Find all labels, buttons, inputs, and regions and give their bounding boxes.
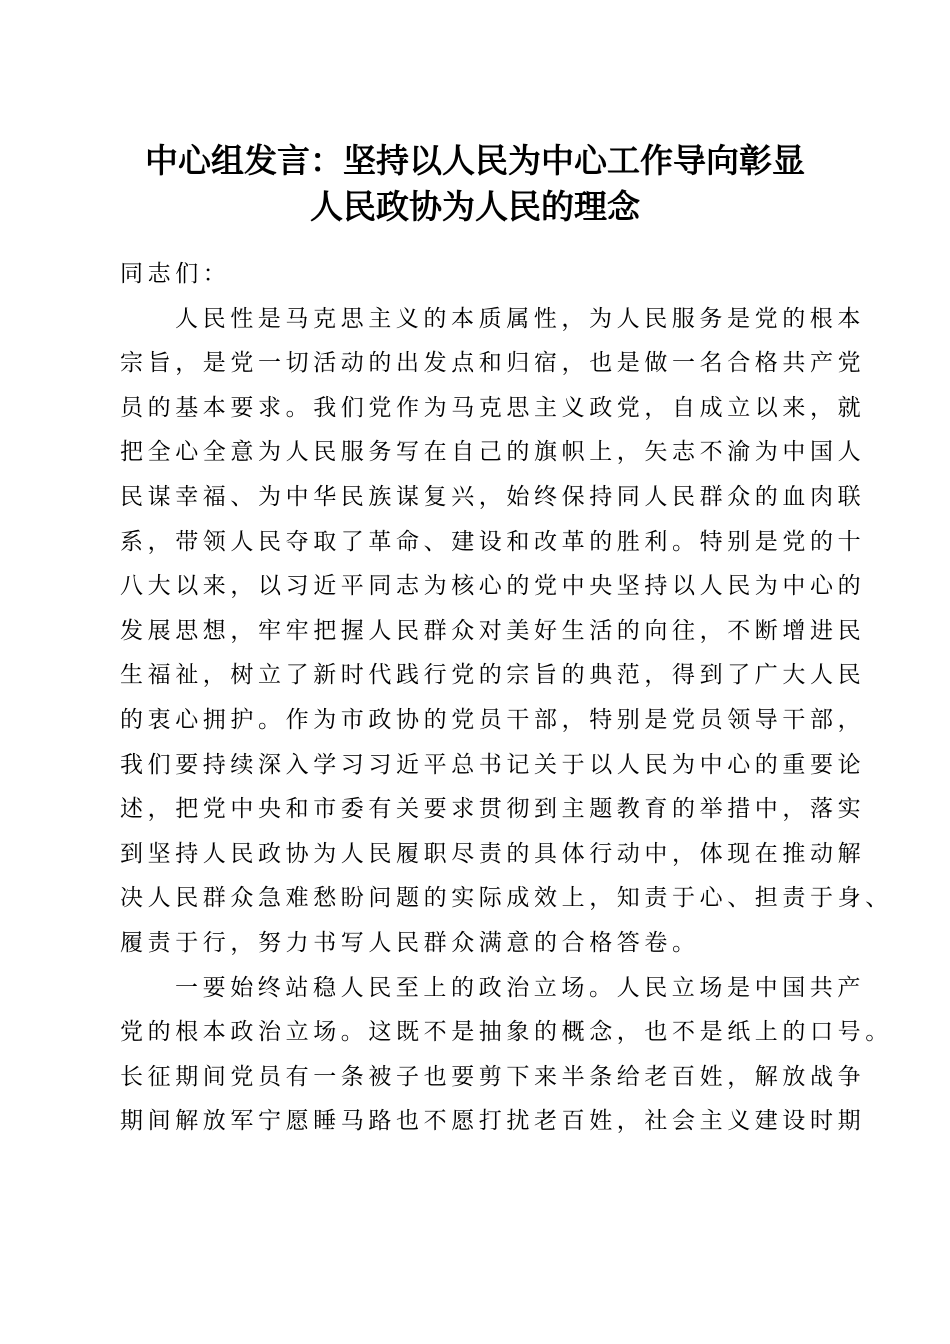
document-body: [120, 252, 893, 1144]
paragraph-line: 述，把党中央和市委有关要求贯彻到主题教育的举措中，落实: [120, 796, 866, 823]
paragraph-line: 系，带领人民夺取了革命、建设和改革的胜利。特别是党的十: [120, 528, 866, 555]
paragraph-line: 八大以来，以习近平同志为核心的党中央坚持以人民为中心的: [120, 573, 866, 600]
paragraph-line: 宗旨，是党一切活动的出发点和归宿，也是做一名合格共产党: [120, 350, 866, 377]
paragraph-line: 发展思想，牢牢把握人民群众对美好生活的向往，不断增进民: [120, 617, 866, 644]
paragraph-2: [120, 966, 893, 1144]
paragraph-line: 长征期间党员有一条被子也要剪下来半条给老百姓，解放战争: [120, 1063, 866, 1090]
paragraph-1: [120, 297, 893, 966]
paragraph-line: 生福祉，树立了新时代践行党的宗旨的典范，得到了广大人民: [120, 662, 866, 689]
paragraph-line: 把全心全意为人民服务写在自己的旗帜上，矢志不渝为中国人: [120, 439, 866, 466]
title-line-2: 人民政协为人民的理念: [310, 187, 640, 226]
paragraph-line: 决人民群众急难愁盼问题的实际成效上，知责于心、担责于身、: [120, 885, 893, 912]
paragraph-line: 一要始终站稳人民至上的政治立场。人民立场是中国共产: [175, 974, 865, 1001]
title-line-1: 中心组发言：坚持以人民为中心工作导向彰显: [145, 141, 805, 180]
paragraph-line: 我们要持续深入学习习近平总书记关于以人民为中心的重要论: [120, 751, 866, 778]
paragraph-line: 履责于行，努力书写人民群众满意的合格答卷。: [120, 929, 700, 956]
paragraph-line: 人民性是马克思主义的本质属性，为人民服务是党的根本: [175, 305, 865, 332]
paragraph-line: 到坚持人民政协为人民履职尽责的具体行动中，体现在推动解: [120, 840, 866, 867]
paragraph-line: 员的基本要求。我们党作为马克思主义政党，自成立以来，就: [120, 394, 866, 421]
salutation: 同志们：: [120, 261, 231, 287]
paragraph-line: 的衷心拥护。作为市政协的党员干部，特别是党员领导干部，: [120, 706, 866, 733]
paragraph-line: 党的根本政治立场。这既不是抽象的概念，也不是纸上的口号。: [120, 1019, 893, 1046]
paragraph-line: 民谋幸福、为中华民族谋复兴，始终保持同人民群众的血肉联: [120, 483, 866, 510]
paragraph-line: 期间解放军宁愿睡马路也不愿打扰老百姓，社会主义建设时期: [120, 1108, 866, 1135]
document-title: [100, 138, 850, 230]
